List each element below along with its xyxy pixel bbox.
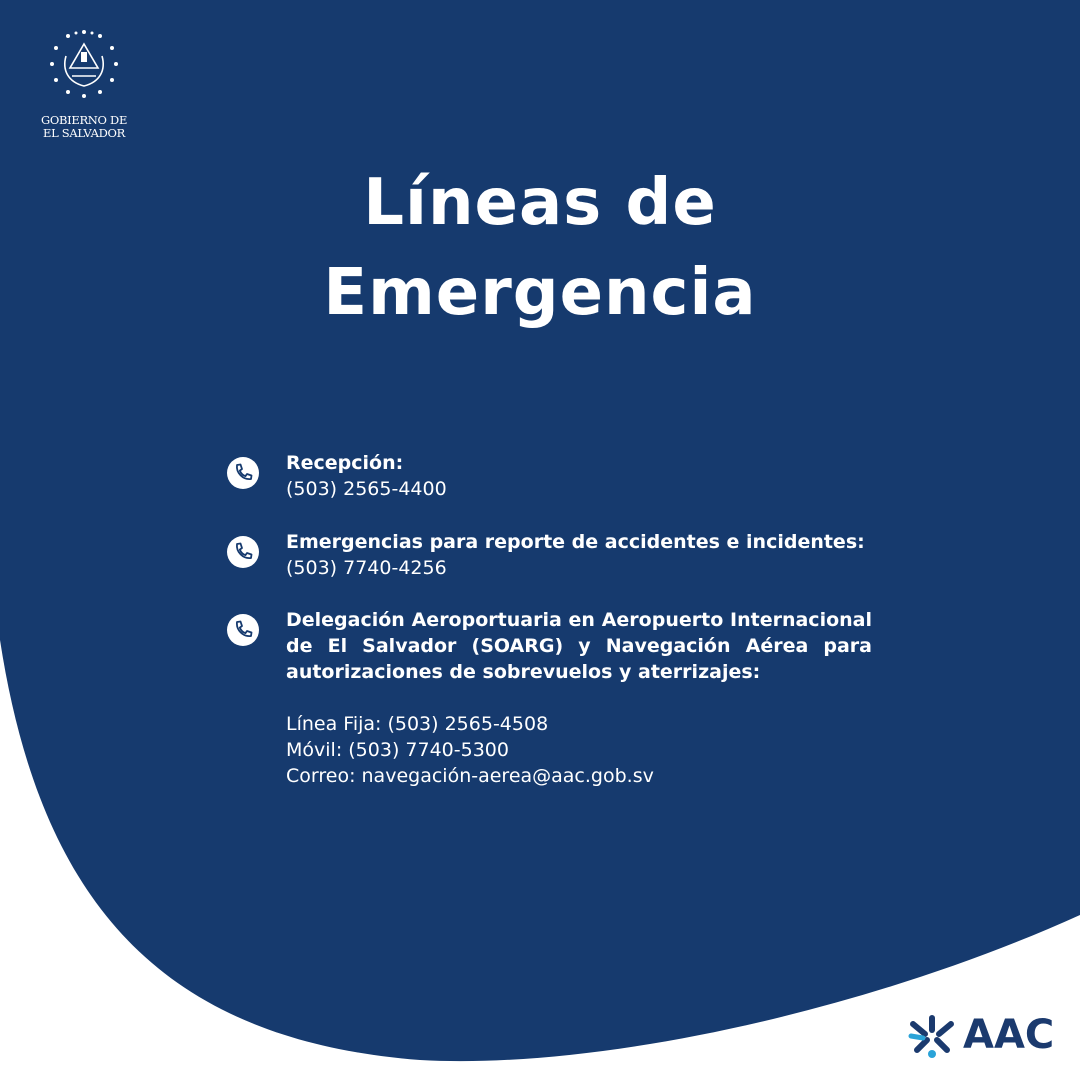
phone-icon [226, 613, 260, 647]
coat-of-arms-icon [42, 26, 126, 110]
title-line1: Líneas de [363, 166, 717, 240]
contact-email: Correo: navegación-aerea@aac.gob.sv [286, 765, 654, 787]
contact-reception [226, 450, 876, 502]
contact-phone: (503) 2565-4400 [286, 478, 447, 500]
contact-landline: Línea Fija: (503) 2565-4508 [286, 713, 549, 735]
contact-label: Recepción: [286, 452, 404, 474]
title-line2: Emergencia [323, 256, 757, 330]
contact-label: Delegación Aeroportuaria en Aeropuerto Internacional de El Salvador (SOARG) y Navegación Aérea para autorizaciones de sobrevuelos y aterrizajes: [286, 609, 872, 683]
aac-star-icon [905, 1008, 959, 1062]
contact-mobile: Móvil: (503) 7740-5300 [286, 739, 509, 761]
contact-emergencies [226, 529, 876, 581]
page-title [0, 158, 1080, 338]
contact-label: Emergencias para reporte de accidentes e incidentes: [286, 531, 865, 553]
contact-phone: (503) 7740-4256 [286, 557, 447, 579]
government-logo [28, 26, 140, 140]
phone-icon [226, 456, 260, 490]
aac-wordmark: AAC [963, 1012, 1055, 1058]
government-name-line2: EL SALVADOR [43, 126, 125, 140]
government-name-line1: GOBIERNO DE [40, 113, 128, 127]
contact-airport-delegation [226, 607, 876, 789]
aac-logo [905, 1008, 1065, 1064]
phone-icon [226, 535, 260, 569]
